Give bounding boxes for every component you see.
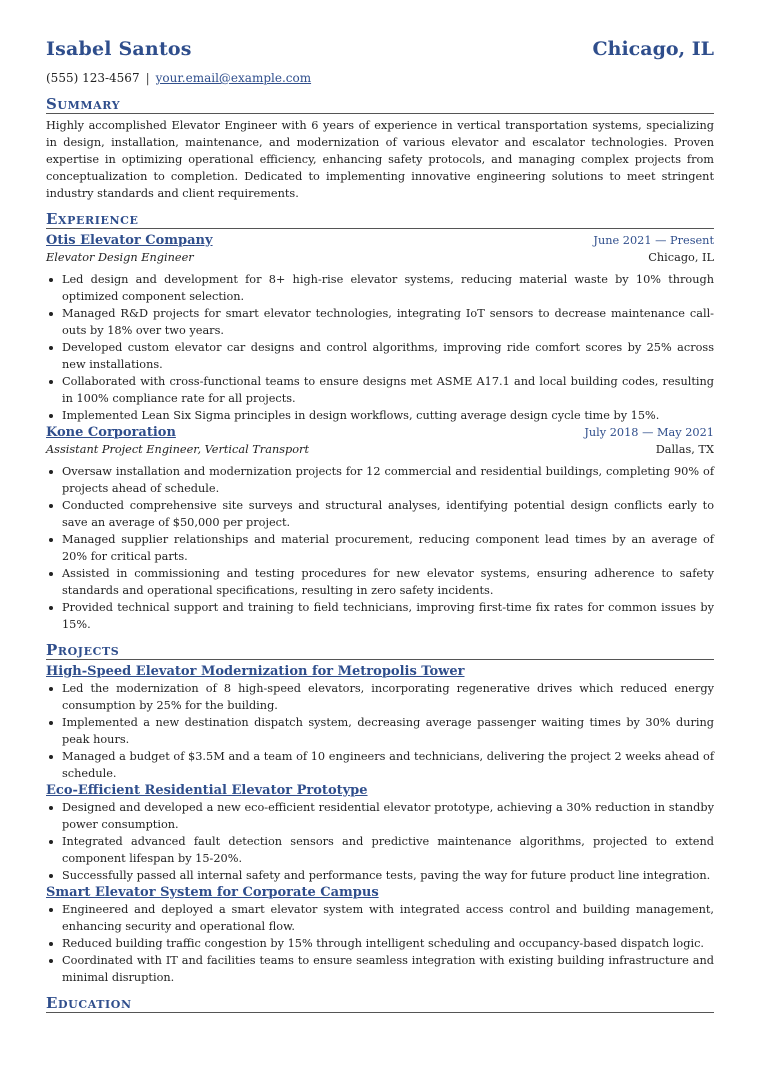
job-location: Chicago, IL xyxy=(648,251,714,264)
job-location: Dallas, TX xyxy=(655,443,714,456)
list-item: Integrated advanced fault detection sensors and predictive maintenance algorithms, projected to extend component lifespan by 15-20%. xyxy=(46,833,714,867)
candidate-location: Chicago, IL xyxy=(592,38,714,60)
list-item: Implemented Lean Six Sigma principles in design workflows, cutting average design cycle time by 15%. xyxy=(46,407,714,424)
project-entry xyxy=(46,884,714,986)
list-item: Coordinated with IT and facilities teams to ensure seamless integration with existing building infrastructure and minimal disruption. xyxy=(46,952,714,986)
contact-line xyxy=(46,69,714,87)
section-title-education: Education xyxy=(46,994,714,1013)
experience-section xyxy=(46,210,714,633)
job-dates: June 2021 — Present xyxy=(593,234,714,247)
job-entry xyxy=(46,424,714,633)
list-item: Assisted in commissioning and testing procedures for new elevator systems, ensuring adherence to safety standards and operational specifications, resulting in zero safety incidents. xyxy=(46,565,714,599)
list-item: Led the modernization of 8 high-speed elevators, incorporating regenerative drives which reduced energy consumption by 25% for the building. xyxy=(46,680,714,714)
candidate-name: Isabel Santos xyxy=(46,38,192,60)
project-bullets xyxy=(46,799,714,884)
project-bullets xyxy=(46,901,714,986)
list-item: Conducted comprehensive site surveys and structural analyses, identifying potential design conflicts early to save an average of $50,000 per project. xyxy=(46,497,714,531)
company-name[interactable]: Otis Elevator Company xyxy=(46,233,213,248)
phone-number: (555) 123-4567 xyxy=(46,71,140,85)
projects-section xyxy=(46,641,714,986)
project-bullets xyxy=(46,680,714,782)
summary-section xyxy=(46,95,714,202)
list-item: Oversaw installation and modernization projects for 12 commercial and residential buildings, completing 90% of projects ahead of schedule. xyxy=(46,463,714,497)
list-item: Managed a budget of $3.5M and a team of 10 engineers and technicians, delivering the project 2 weeks ahead of schedule. xyxy=(46,748,714,782)
project-entry xyxy=(46,782,714,884)
job-bullets xyxy=(46,271,714,424)
list-item: Reduced building traffic congestion by 15% through intelligent scheduling and occupancy-based dispatch logic. xyxy=(46,935,714,952)
list-item: Managed supplier relationships and material procurement, reducing component lead times by an average of 20% for critical parts. xyxy=(46,531,714,565)
list-item: Led design and development for 8+ high-rise elevator systems, reducing material waste by 10% through optimized component selection. xyxy=(46,271,714,305)
education-section xyxy=(46,994,714,1013)
email-link[interactable]: your.email@example.com xyxy=(155,71,312,85)
job-role: Assistant Project Engineer, Vertical Transport xyxy=(46,443,309,456)
list-item: Provided technical support and training to field technicians, improving first-time fix rates for common issues by 15%. xyxy=(46,599,714,633)
job-entry xyxy=(46,232,714,424)
list-item: Implemented a new destination dispatch system, decreasing average passenger waiting times by 30% during peak hours. xyxy=(46,714,714,748)
list-item: Developed custom elevator car designs and control algorithms, improving ride comfort scores by 25% across new installations. xyxy=(46,339,714,373)
project-title[interactable]: Eco-Efficient Residential Elevator Prototype xyxy=(46,783,368,798)
list-item: Engineered and deployed a smart elevator system with integrated access control and building management, enhancing security and operational flow. xyxy=(46,901,714,935)
contact-separator: | xyxy=(145,71,150,85)
list-item: Designed and developed a new eco-efficient residential elevator prototype, achieving a 30% reduction in standby power consumption. xyxy=(46,799,714,833)
project-title[interactable]: Smart Elevator System for Corporate Campus xyxy=(46,885,379,900)
job-bullets xyxy=(46,463,714,633)
list-item: Successfully passed all internal safety and performance tests, paving the way for future product line integration. xyxy=(46,867,714,884)
project-entry xyxy=(46,663,714,782)
header xyxy=(46,38,714,68)
list-item: Collaborated with cross-functional teams to ensure designs met ASME A17.1 and local building codes, resulting in 100% compliance rate for all projects. xyxy=(46,373,714,407)
section-title-projects: Projects xyxy=(46,641,714,660)
company-name[interactable]: Kone Corporation xyxy=(46,425,176,440)
section-title-summary: Summary xyxy=(46,95,714,114)
job-role: Elevator Design Engineer xyxy=(46,251,194,264)
project-title[interactable]: High-Speed Elevator Modernization for Metropolis Tower xyxy=(46,664,465,679)
list-item: Managed R&D projects for smart elevator technologies, integrating IoT sensors to decrease maintenance call-outs by 18% over two years. xyxy=(46,305,714,339)
section-title-experience: Experience xyxy=(46,210,714,229)
job-dates: July 2018 — May 2021 xyxy=(584,426,714,439)
summary-text: Highly accomplished Elevator Engineer with 6 years of experience in vertical transportation systems, specializing in design, installation, maintenance, and modernization of various elevator and escalator technologies. Proven expertise in optimizing operational efficiency, enhancing safety protocols, and managing complex projects from conceptualization to completion. Dedicated to implementing innovative engineering solutions to meet stringent industry standards and client requirements. xyxy=(46,119,714,200)
